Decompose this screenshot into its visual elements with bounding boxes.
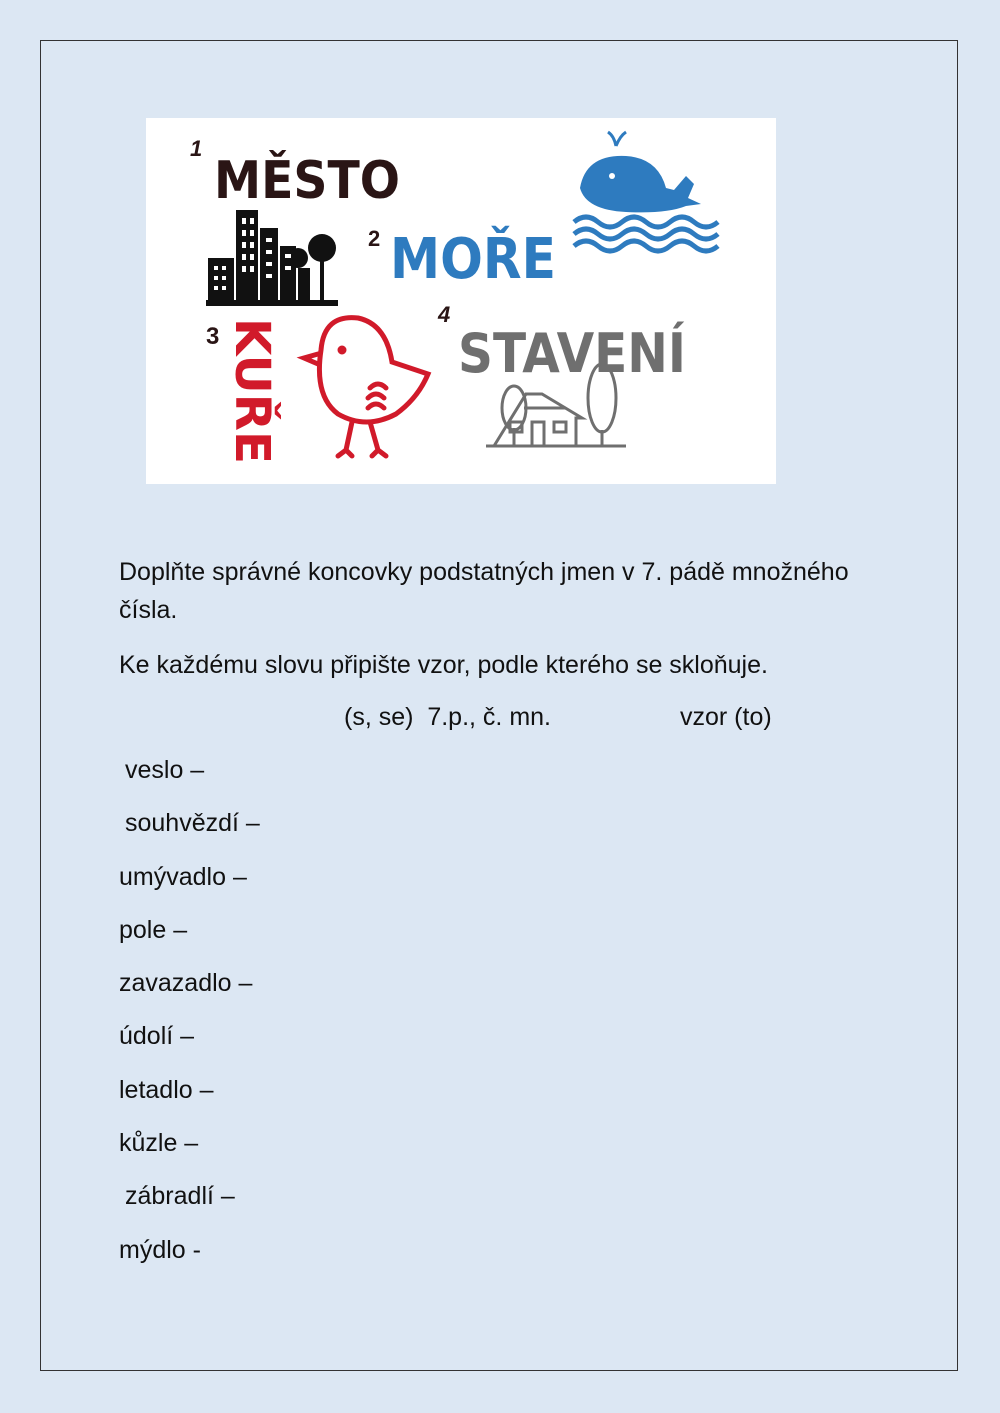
- column-header-pattern: vzor (to): [680, 703, 772, 731]
- word-item: pole –: [119, 915, 188, 944]
- word-staveni: STAVENÍ: [458, 322, 686, 385]
- word-number-2: 2: [368, 226, 381, 251]
- word-item: kůzle –: [119, 1129, 199, 1158]
- word-number-4: 4: [438, 302, 451, 327]
- column-header-ending: (s, se) 7.p., č. mn.: [344, 703, 551, 731]
- whale-icon: [574, 132, 718, 251]
- chick-icon: [304, 318, 428, 456]
- word-item: mýdlo -: [119, 1235, 201, 1264]
- word-number-3: 3: [206, 323, 220, 350]
- city-skyline-icon: [206, 210, 338, 306]
- word-item: veslo –: [125, 756, 205, 784]
- word-item: zábradlí –: [125, 1182, 235, 1211]
- word-list: [119, 751, 260, 1284]
- word-mesto: MĚSTO: [214, 151, 419, 211]
- word-item: umývadlo –: [119, 862, 247, 891]
- word-item: údolí –: [119, 1022, 195, 1051]
- word-kure: KUŘE: [224, 318, 281, 464]
- word-number-1: 1: [190, 136, 203, 161]
- instruction-line-1: Doplňte správné koncovky podstatných jmen v 7. pádě množného čísla.: [119, 558, 849, 624]
- word-item: letadlo –: [119, 1075, 214, 1104]
- word-item: zavazadlo –: [119, 969, 253, 998]
- word-item: souhvězdí –: [125, 809, 260, 838]
- instruction-line-2: Ke každému slovu připište vzor, podle kterého se skloňuje.: [119, 651, 768, 679]
- word-more: MOŘE: [390, 227, 556, 292]
- illustration: [146, 118, 776, 484]
